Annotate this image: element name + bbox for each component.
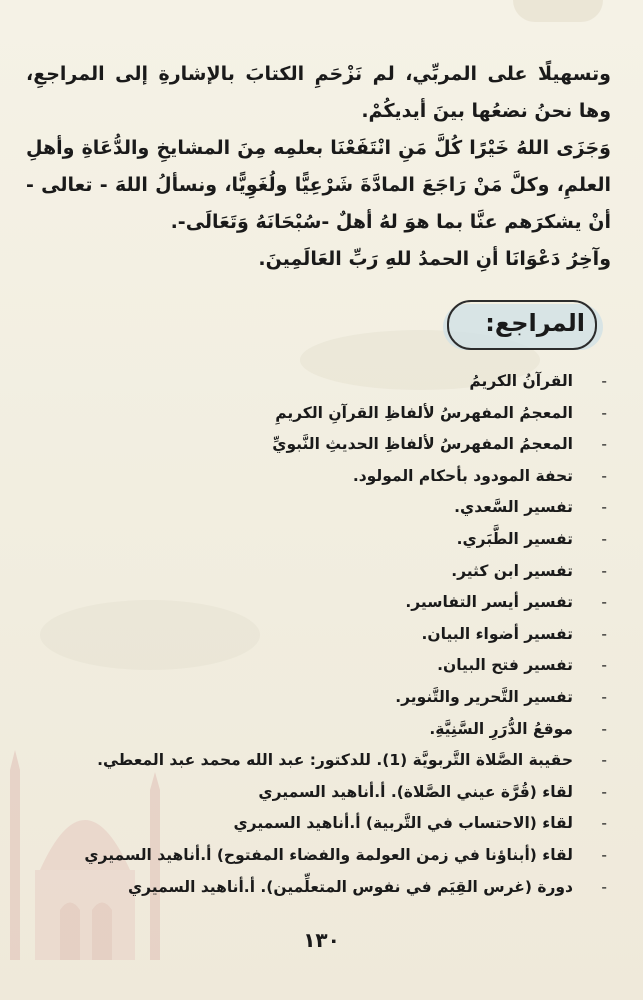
reference-item	[60, 556, 607, 588]
reference-item	[60, 461, 607, 493]
reference-text: المعجمُ المفهرسُ لألفاظِ القرآنِ الكريمِ	[275, 403, 573, 422]
reference-text: لقاء (الاحتساب في التَّربية) أ.أناهيد السميري	[233, 814, 573, 833]
reference-item	[60, 587, 607, 619]
reference-item	[60, 682, 607, 714]
reference-text: لقاء (أبناؤنا في زمن العولمة والفضاء المفتوح) أ.أناهيد السميري	[84, 845, 573, 864]
bullet-dash: -	[601, 782, 607, 801]
bullet-dash: -	[601, 877, 607, 896]
bullet-dash: -	[601, 719, 607, 738]
reference-item	[60, 366, 607, 398]
reference-item	[60, 619, 607, 651]
reference-text: المعجمُ المفهرسُ لألفاظِ الحديثِ النَّبويِّ	[272, 435, 573, 454]
references-heading: المراجع:	[485, 309, 585, 337]
reference-item	[60, 429, 607, 461]
bullet-dash: -	[601, 466, 607, 485]
reference-item	[60, 398, 607, 430]
reference-text: تفسير السَّعدي.	[454, 498, 573, 517]
page-number: ١٣٠	[303, 928, 340, 952]
bullet-dash: -	[601, 498, 607, 517]
decorative-corner	[513, 0, 603, 22]
bullet-dash: -	[601, 624, 607, 643]
reference-item	[60, 777, 607, 809]
reference-text: حقيبة الصَّلاة التَّربويَّة (1). للدكتور: عبد الله محمد عبد المعطي.	[97, 751, 573, 770]
reference-text: تفسير أيسر التفاسير.	[405, 593, 573, 612]
reference-item	[60, 650, 607, 682]
intro-paragraph: وآخِرُ دَعْوَانَا أنِ الحمدُ للهِ رَبِّ العَالَمِينَ.	[258, 248, 611, 270]
reference-text: موقعُ الدُّرَرِ السَّنِيَّةِ.	[429, 719, 573, 738]
intro-paragraph: وتسهيلًا على المربِّي، لم نَزْحَمِ الكتابَ بالإشارةِ إلى المراجعِ، وها نحنُ نضعُها بينَ أيديكُمْ.	[26, 63, 611, 122]
reference-item	[60, 840, 607, 872]
reference-text: تفسير الطَّبَري.	[456, 529, 573, 548]
intro-section	[26, 56, 611, 278]
reference-item	[60, 524, 607, 556]
reference-text: تفسير أضواء البيان.	[421, 624, 573, 643]
bullet-dash: -	[601, 593, 607, 612]
references-heading-box	[443, 300, 603, 354]
reference-text: لقاء (قُرَّة عيني الصَّلاة). أ.أناهيد السميري	[258, 782, 573, 801]
reference-item	[60, 492, 607, 524]
reference-item	[60, 714, 607, 746]
bullet-dash: -	[601, 656, 607, 675]
bullet-dash: -	[601, 372, 607, 390]
reference-text: تفسير التَّحرير والتَّنوير.	[395, 687, 573, 706]
reference-text: دورة (غرس القِيَم في نفوس المتعلِّمين). أ.أناهيد السميري	[127, 877, 573, 896]
bullet-dash: -	[601, 435, 607, 454]
bullet-dash: -	[601, 529, 607, 548]
reference-item	[60, 808, 607, 840]
reference-text: القرآنُ الكريمُ	[469, 372, 573, 390]
bullet-dash: -	[601, 814, 607, 833]
references-list	[60, 366, 607, 903]
bullet-dash: -	[601, 687, 607, 706]
bullet-dash: -	[601, 403, 607, 422]
reference-item	[60, 872, 607, 904]
reference-item	[60, 745, 607, 777]
bullet-dash: -	[601, 561, 607, 580]
intro-paragraph: وَجَزَى اللهُ خَيْرًا كُلَّ مَنِ انْتَفَعْنَا بعلمِه مِنَ المشايخِ والدُّعَاةِ وأهلِ العلمِ، وكلَّ مَنْ رَاجَعَ المادَّةَ شَرْعِيًّا ولُغَوِيًّا، ونسألُ اللهَ - تعالى - أنْ يشكرَهم عنَّا بما هوَ لهُ أهلٌ -سُبْحَانَهُ وَتَعَالَى-.	[26, 137, 611, 233]
reference-text: تحفة المودود بأحكام المولود.	[352, 466, 573, 485]
reference-text: تفسير ابن كثير.	[451, 561, 573, 580]
bullet-dash: -	[601, 845, 607, 864]
reference-text: تفسير فتح البيان.	[437, 656, 573, 675]
bullet-dash: -	[601, 751, 607, 770]
